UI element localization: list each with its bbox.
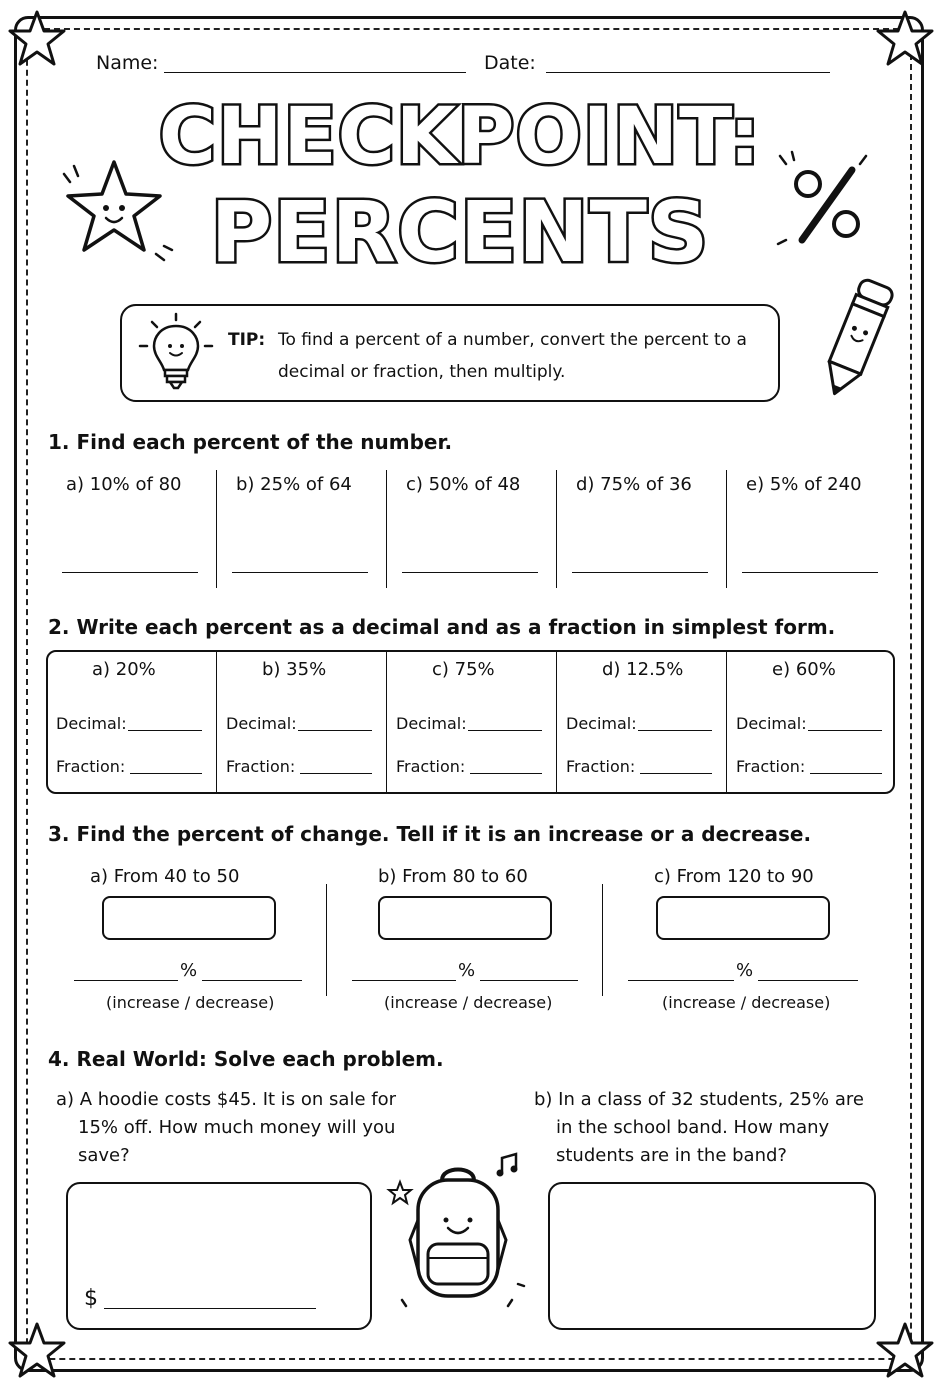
fraction-answer-a[interactable] xyxy=(130,773,202,774)
fraction-label: Fraction: xyxy=(566,757,636,776)
q3-item-b: b) From 80 to 60 xyxy=(378,866,528,887)
q4b-text-line-1: b) In a class of 32 students, 25% are xyxy=(534,1089,864,1110)
decimal-label: Decimal: xyxy=(226,714,297,733)
decimal-label: Decimal: xyxy=(566,714,637,733)
q1-answer-c[interactable] xyxy=(402,572,538,573)
q1-item-b: b) 25% of 64 xyxy=(236,474,352,495)
q3-answer-box-c[interactable] xyxy=(656,896,830,940)
q1-answer-d[interactable] xyxy=(572,572,708,573)
q4b-text-line-3: students are in the band? xyxy=(556,1145,787,1166)
column-divider xyxy=(386,470,387,588)
q1-answer-e[interactable] xyxy=(742,572,878,573)
dollar-sign: $ xyxy=(84,1286,98,1311)
fraction-label: Fraction: xyxy=(736,757,806,776)
q4a-text-line-1: a) A hoodie costs $45. It is on sale for xyxy=(56,1089,396,1110)
music-note-icon xyxy=(494,1152,524,1182)
percent-sign: % xyxy=(180,960,198,981)
decimal-label: Decimal: xyxy=(736,714,807,733)
tip-text-line-1: To find a percent of a number, convert the percent to a xyxy=(278,330,747,350)
tip-box xyxy=(120,304,780,402)
name-label: Name: xyxy=(96,52,159,74)
percent-icon xyxy=(770,148,880,258)
tip-text-line-2: decimal or fraction, then multiply. xyxy=(278,362,566,382)
tip-label: TIP: xyxy=(228,330,266,350)
q3-word-line-a[interactable] xyxy=(202,980,302,981)
lightbulb-icon xyxy=(138,312,214,394)
question-3-heading: 3. Find the percent of change. Tell if it is an increase or a decrease. xyxy=(48,822,812,846)
table-column-divider xyxy=(386,650,387,794)
q3-item-c: c) From 120 to 90 xyxy=(654,866,814,887)
q4b-text-line-2: in the school band. How many xyxy=(556,1117,830,1138)
fraction-answer-c[interactable] xyxy=(470,773,542,774)
table-column-divider xyxy=(556,650,557,794)
question-1-heading: 1. Find each percent of the number. xyxy=(48,430,453,454)
q4b-answer-box[interactable] xyxy=(548,1182,876,1330)
column-divider xyxy=(726,470,727,588)
decimal-answer-d[interactable] xyxy=(638,730,712,731)
q4a-answer-line[interactable] xyxy=(104,1308,316,1309)
increase-decrease-choice-b: (increase / decrease) xyxy=(384,993,553,1012)
q3-word-line-b[interactable] xyxy=(480,980,578,981)
q1-item-e: e) 5% of 240 xyxy=(746,474,862,495)
q2-item-b: b) 35% xyxy=(262,659,327,680)
q1-answer-a[interactable] xyxy=(62,572,198,573)
column-divider xyxy=(556,470,557,588)
q3-percent-line-b[interactable] xyxy=(352,980,456,981)
date-label: Date: xyxy=(484,52,536,74)
q2-item-a: a) 20% xyxy=(92,659,156,680)
table-column-divider xyxy=(726,650,727,794)
q1-item-a: a) 10% of 80 xyxy=(66,474,182,495)
question-4-heading: 4. Real World: Solve each problem. xyxy=(48,1047,444,1071)
q3-answer-box-a[interactable] xyxy=(102,896,276,940)
column-divider xyxy=(326,884,327,996)
decimal-label: Decimal: xyxy=(396,714,467,733)
decimal-answer-a[interactable] xyxy=(128,730,202,731)
star-icon xyxy=(874,1320,936,1382)
increase-decrease-choice-a: (increase / decrease) xyxy=(106,993,275,1012)
fraction-answer-e[interactable] xyxy=(810,773,882,774)
q4a-text-line-3: save? xyxy=(78,1145,130,1166)
star-icon xyxy=(874,8,936,70)
star-icon xyxy=(6,1320,68,1382)
table-column-divider xyxy=(216,650,217,794)
star-icon xyxy=(6,8,68,70)
q3-word-line-c[interactable] xyxy=(758,980,858,981)
page-title-line-2: PERCENTS xyxy=(210,183,710,281)
percent-sign: % xyxy=(736,960,754,981)
fraction-answer-b[interactable] xyxy=(300,773,372,774)
pencil-icon xyxy=(812,270,902,406)
q1-item-d: d) 75% of 36 xyxy=(576,474,692,495)
decimal-label: Decimal: xyxy=(56,714,127,733)
fraction-answer-d[interactable] xyxy=(640,773,712,774)
page-title-line-1: CHECKPOINT: xyxy=(158,92,762,182)
column-divider xyxy=(216,470,217,588)
q3-answer-box-b[interactable] xyxy=(378,896,552,940)
date-field[interactable] xyxy=(546,72,830,73)
q2-item-c: c) 75% xyxy=(432,659,495,680)
increase-decrease-choice-c: (increase / decrease) xyxy=(662,993,831,1012)
q3-percent-line-c[interactable] xyxy=(628,980,734,981)
decimal-answer-e[interactable] xyxy=(808,730,882,731)
percent-sign: % xyxy=(458,960,476,981)
column-divider xyxy=(602,884,603,996)
q2-item-e: e) 60% xyxy=(772,659,836,680)
q1-item-c: c) 50% of 48 xyxy=(406,474,521,495)
smiling-star-icon xyxy=(56,150,176,270)
q1-answer-b[interactable] xyxy=(232,572,368,573)
q2-item-d: d) 12.5% xyxy=(602,659,684,680)
name-field[interactable] xyxy=(164,72,466,73)
question-2-heading: 2. Write each percent as a decimal and as a fraction in simplest form. xyxy=(48,615,836,639)
fraction-label: Fraction: xyxy=(396,757,466,776)
decimal-answer-b[interactable] xyxy=(298,730,372,731)
fraction-label: Fraction: xyxy=(226,757,296,776)
decimal-answer-c[interactable] xyxy=(468,730,542,731)
fraction-label: Fraction: xyxy=(56,757,126,776)
q3-item-a: a) From 40 to 50 xyxy=(90,866,240,887)
q3-percent-line-a[interactable] xyxy=(74,980,178,981)
q4a-text-line-2: 15% off. How much money will you xyxy=(78,1117,396,1138)
